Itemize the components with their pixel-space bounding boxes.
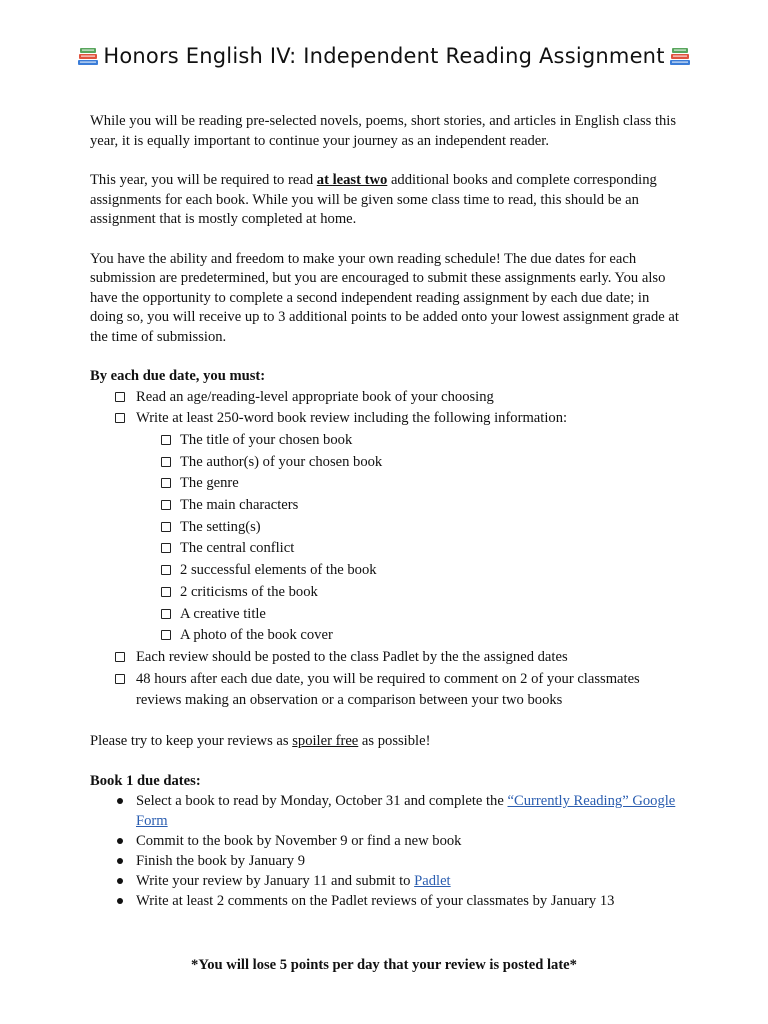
requirement-text: This year, you will be required to read: [90, 172, 317, 188]
bullet-icon: [117, 878, 123, 884]
checklist-item-label: 48 hours after each due date, you will be required to comment on 2 of your classmates reviews making an observation or a comparison between your two books: [136, 670, 640, 709]
review-requirement-item: [136, 430, 680, 452]
review-requirement-item: [136, 452, 680, 474]
checklist-item-label: Write at least 250-word book review including the following information:: [136, 410, 568, 427]
requirement-emphasis: at least two: [316, 172, 388, 188]
checklist-item-label: Each review should be posted to the class Padlet by the the assigned dates: [136, 648, 568, 665]
checkbox[interactable]: [161, 435, 171, 445]
review-requirement-label: A creative title: [180, 605, 266, 622]
spoiler-paragraph: [90, 732, 680, 752]
schedule-paragraph: You have the ability and freedom to make your own reading schedule! The due dates for each submission are predetermined, but you are encouraged to submit these assignments early. You also have the opportunity to complete a second independent reading assignment by each due date; in doing so, you will receive up to 3 additional points to be added onto your lowest assignment grade at the time of submission.: [90, 250, 679, 345]
checklist: [90, 387, 680, 713]
checkbox[interactable]: [161, 543, 171, 553]
review-requirement-label: The author(s) of your chosen book: [180, 453, 383, 470]
checkbox[interactable]: [115, 674, 125, 684]
review-requirement-item: [136, 604, 680, 626]
checklist-item-label: Read an age/reading-level appropriate book of your choosing: [136, 388, 494, 405]
requirement-text-continued: additional books and complete corresponding assignments for each book. While you will be given some class time to read, this should be an assignment that is mostly completed at home.: [90, 172, 657, 227]
intro-paragraph: While you will be reading pre-selected novels, poems, short stories, and articles in English class this year, it is equally important to continue your journey as an independent reader.: [90, 113, 677, 149]
page-title: [0, 44, 768, 72]
review-requirement-label: The central conflict: [180, 540, 295, 557]
checkbox[interactable]: [161, 609, 171, 619]
checkbox[interactable]: [115, 392, 125, 402]
bullet-icon: [117, 798, 123, 804]
review-requirement-label: The genre: [180, 475, 239, 492]
due-date-text: Finish the book by January 9: [136, 853, 306, 870]
review-requirement-item: [136, 517, 680, 539]
checklist-item: [90, 387, 680, 409]
review-requirements-list: [136, 430, 680, 647]
checklist-item: [90, 647, 680, 669]
checkbox[interactable]: [115, 652, 125, 662]
review-requirement-label: A photo of the book cover: [180, 627, 333, 644]
late-penalty-note: *You will lose 5 points per day that your review is posted late*: [191, 957, 577, 973]
review-requirement-label: The setting(s): [180, 518, 261, 535]
spoiler-emphasis: spoiler free: [292, 733, 359, 750]
due-date-text: Select a book to read by Monday, October 31 and complete the: [136, 793, 508, 810]
books-icon: [76, 45, 100, 72]
bullet-icon: [117, 838, 123, 844]
title-text: Honors English IV: Independent Reading Assignment: [103, 44, 665, 68]
checkbox[interactable]: [161, 457, 171, 467]
review-requirement-item: [136, 625, 680, 647]
spoiler-text: Please try to keep your reviews as: [90, 733, 293, 750]
checklist-item: [90, 669, 680, 712]
checkbox[interactable]: [115, 413, 125, 423]
checkbox[interactable]: [161, 500, 171, 510]
review-requirement-item: [136, 538, 680, 560]
document-body: [90, 112, 680, 911]
review-requirement-label: The title of your chosen book: [180, 431, 353, 448]
review-requirement-label: The main characters: [180, 497, 299, 514]
checklist-heading: By each due date, you must:: [90, 368, 266, 384]
review-requirement-label: 2 successful elements of the book: [180, 562, 377, 579]
due-date-text: Write your review by January 11 and submit to: [136, 873, 415, 890]
bullet-icon: [117, 898, 123, 904]
books-icon: [668, 45, 692, 72]
book1-due-dates-list: [90, 791, 680, 911]
checkbox[interactable]: [161, 565, 171, 575]
due-date-text: Write at least 2 comments on the Padlet reviews of your classmates by January 13: [136, 893, 615, 910]
spoiler-text-continued: as possible!: [358, 733, 431, 750]
due-date-item: [90, 851, 680, 871]
due-date-item: [90, 891, 680, 911]
due-date-item: [90, 871, 680, 891]
review-requirement-item: [136, 495, 680, 517]
review-requirement-label: 2 criticisms of the book: [180, 583, 318, 600]
checklist-item: [90, 408, 680, 647]
checkbox[interactable]: [161, 587, 171, 597]
due-date-item: [90, 831, 680, 851]
due-date-item: [90, 791, 680, 831]
review-requirement-item: [136, 582, 680, 604]
due-date-text: Commit to the book by November 9 or find a new book: [136, 833, 462, 850]
google-form-link[interactable]: “Currently Reading” Google Form: [136, 793, 676, 830]
requirement-paragraph: [90, 171, 680, 230]
book1-heading: Book 1 due dates:: [90, 772, 201, 789]
padlet-link[interactable]: Padlet: [414, 873, 451, 890]
bullet-icon: [117, 858, 123, 864]
review-requirement-item: [136, 473, 680, 495]
checkbox[interactable]: [161, 522, 171, 532]
checkbox[interactable]: [161, 478, 171, 488]
review-requirement-item: [136, 560, 680, 582]
checkbox[interactable]: [161, 630, 171, 640]
